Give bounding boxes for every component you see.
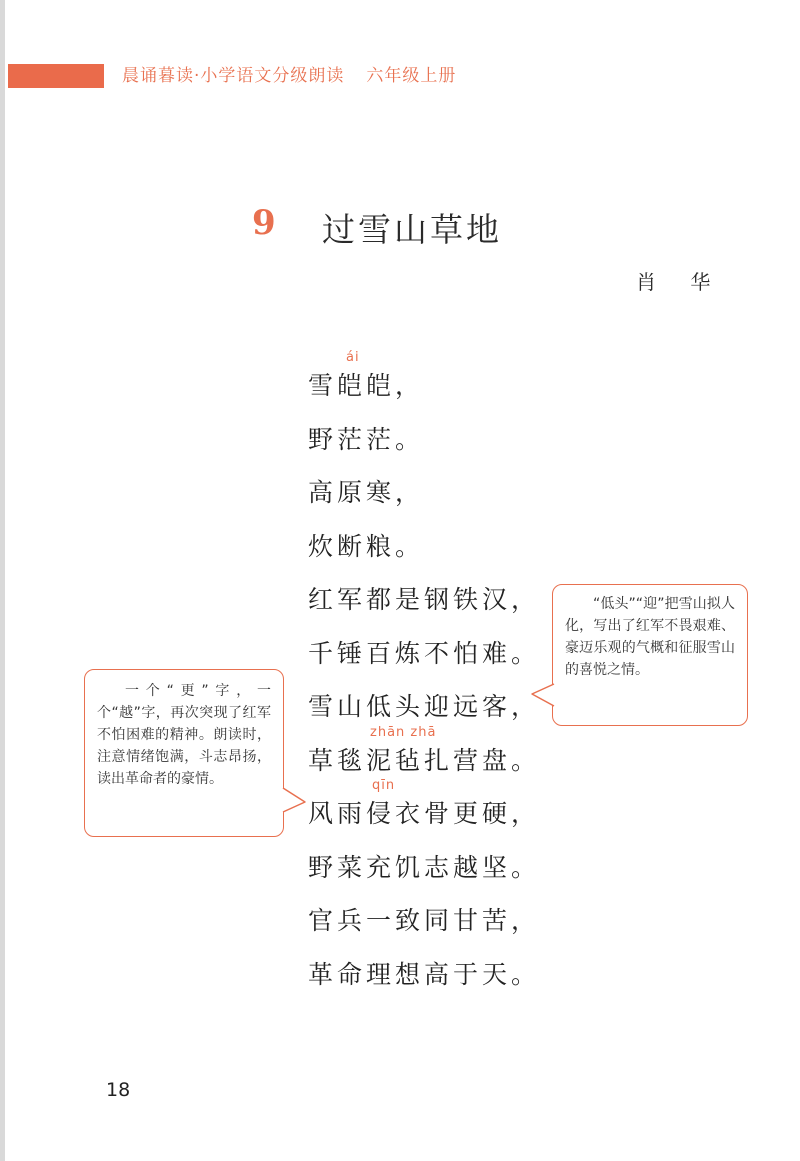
poem-line [308,724,558,795]
poem-line-text: 千锤百炼不怕难。 [308,638,541,668]
lesson-title: 过雪山草地 [322,210,502,249]
poem-line-text: 红军都是钢铁汉， [308,585,541,614]
poem-line [308,778,558,848]
header-series: 晨诵暮读·小学语文分级朗读 [122,66,345,86]
page-spine-edge [0,0,5,1161]
author: 肖 华 [636,270,725,294]
pinyin-annotation: qīn [372,778,396,793]
note-callout-pointer [281,786,309,816]
poem-line-text: 官兵一致同甘苦， [308,906,541,935]
note-callout-pointer [528,682,556,710]
poem-line [308,350,558,420]
poem-line [308,527,558,581]
poem-line-text: 野菜充饥志越坚。 [308,852,541,882]
poem-line [308,420,558,474]
poem-line-text: 雪皑皑， [308,371,425,400]
poem [308,350,558,1008]
poem-line-text: 革命理想高于天。 [308,959,541,989]
header-grade: 六年级上册 [366,66,457,86]
poem-line [308,473,558,527]
annotation-note-text: 一个“更”字，一个“越”字，再次突现了红军不怕困难的精神。朗读时，注意情绪饱满，斗志昂扬，读出革命者的豪情。 [97,683,271,787]
poem-line [308,955,558,1009]
annotation-note-right [552,584,748,726]
poem-line-text: 野茫茫。 [308,424,425,454]
pinyin-annotation: zhān zhā [370,724,437,740]
poem-line [308,901,558,955]
poem-line [308,580,558,634]
pinyin-annotation: ái [346,350,360,365]
poem-line-text: 雪山低头迎远客， [308,692,541,721]
running-header [122,64,456,88]
poem-line-text: 草毯泥毡扎营盘。 [308,745,541,775]
header-color-bar [8,64,104,88]
poem-line-text: 高原寒， [308,478,425,507]
annotation-note-left [84,669,284,837]
poem-line-text: 炊断粮。 [308,531,425,561]
annotation-note-text: “低头”“迎”把雪山拟人化，写出了红军不畏艰难、豪迈乐观的气概和征服雪山的喜悦之情。 [565,596,735,678]
lesson-number: 9 [252,203,276,243]
page-number: 18 [106,1079,131,1101]
poem-line-text: 风雨侵衣骨更硬， [308,799,541,828]
poem-line [308,634,558,688]
poem-line [308,848,558,902]
